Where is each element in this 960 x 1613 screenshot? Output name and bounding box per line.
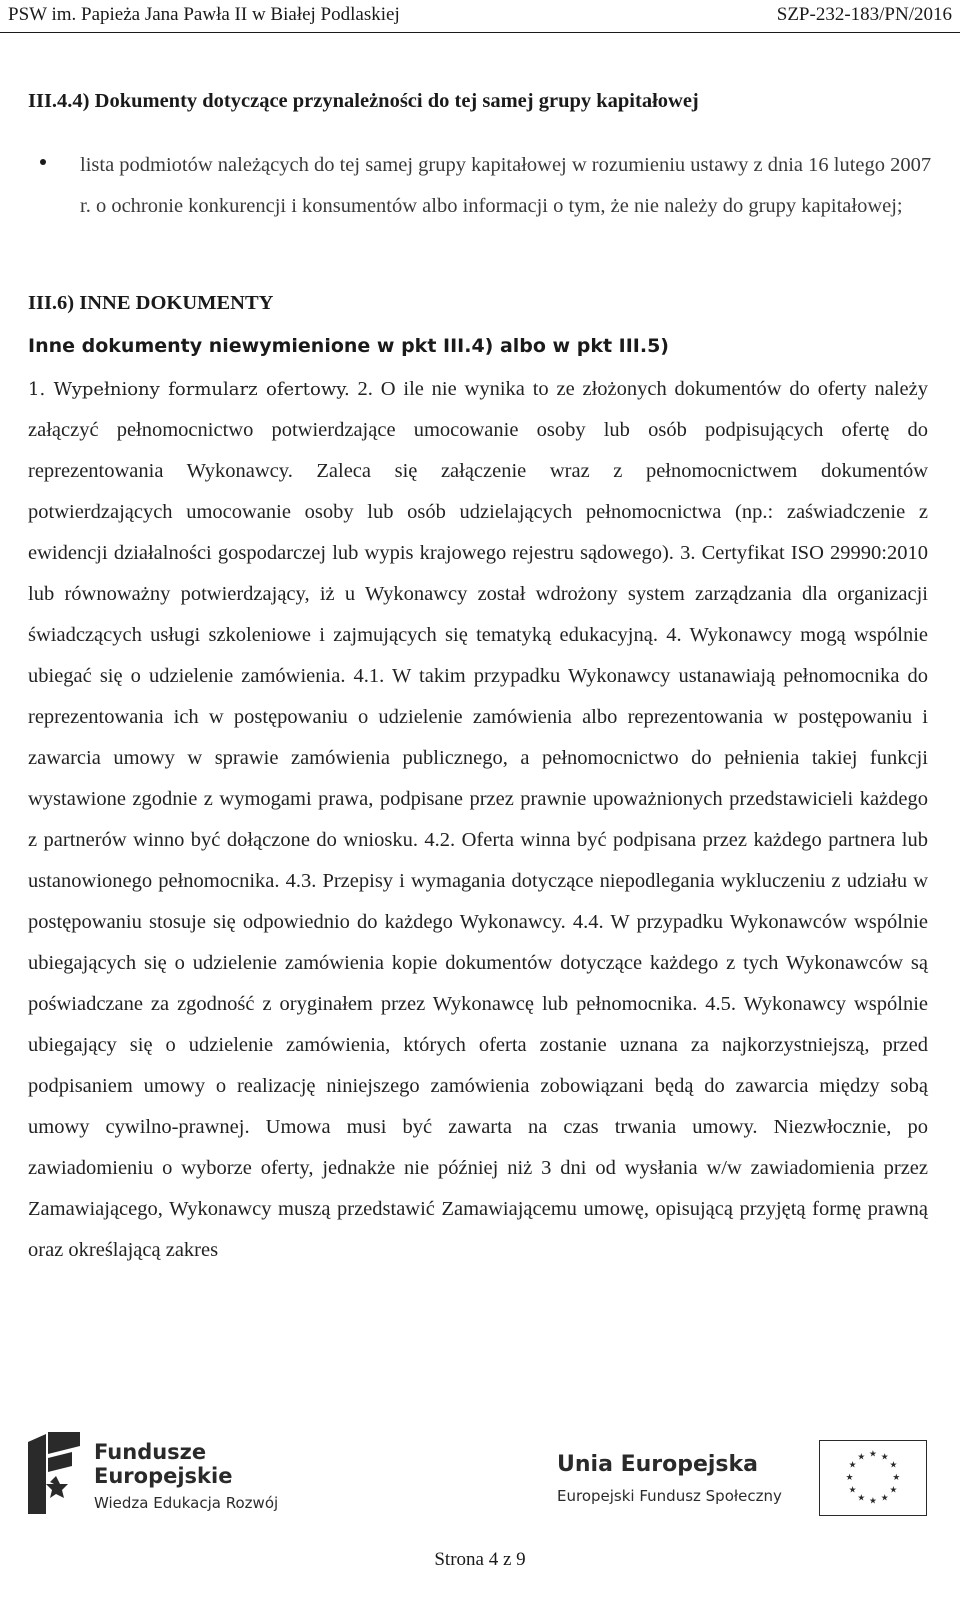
body-paragraph <box>28 369 928 1271</box>
svg-text:★: ★ <box>869 1496 877 1507</box>
fe-logo-line2: Europejskie <box>94 1464 233 1488</box>
body-continuation: 2. O ile nie wynika to ze złożonych dokumentów do oferty należy załączyć pełnomocnictwo potwierdzające umocowanie osoby lub osób podpisujących ofertę do reprezentowania Wykonawcy. Zaleca się załączenie wraz z pełnomocnictwem dokumentów potwierdzających umocowanie osoby lub osób udzielających pełnomocnictwa (np.: zaświadczenie z ewidencji działalności gospodarczej lub wypis krajowego rejestru sądowego). 3. Certyfikat ISO 29990:2010 lub równoważny potwierdzający, iż u Wykonawcy został wdrożony system zarządzania dla organizacji świadczących usługi szkoleniowe i zajmujących się tematyką edukacyjną. 4. Wykonawcy mogą wspólnie ubiegać się o udzielenie zamówienia. 4.1. W takim przypadku Wykonawcy ustanawiają pełnomocnika do reprezentowania ich w postępowaniu o udzielenie zamówienia albo reprezentowania w postępowaniu i zawarcia umowy w sprawie zamówienia publicznego, a pełnomocnictwo do pełnienia takiej funkcji wystawione zgodnie z wymogami prawa, podpisane przez prawnie upoważnionych przedstawicieli każdego z partnerów winno być dołączone do wniosku. 4.2. Oferta winna być podpisana przez każdego partnera lub ustanowionego pełnomocnika. 4.3. Przepisy i wymagania dotyczące niepodlegania wykluczeniu z udziału w postępowaniu stosuje się odpowiednio do każdego Wykonawcy. 4.4. W przypadku Wykonawców wspólnie ubiegających się o udzielenie zamówienia kopie dokumentów dotyczące każdego z tych Wykonawców są poświadczane za zgodność z oryginałem przez Wykonawcę lub pełnomocnika. 4.5. Wykonawcy wspólnie ubiegający się o udzielenie zamówienia, których oferta zostanie uznana za najkorzystniejszą, przed podpisaniem umowy o realizację niniejszego zamówienia zobowiązani będą do zawarcia między sobą umowy cywilno-prawnej. Umowa musi być zawarta na czas trwania umowy. Niezwłocznie, po zawiadomieniu o wyborze oferty, jednakże nie później niż 3 dni od wysłania w/w zawiadomienia przez Zamawiającego, Wykonawcy muszą przedstawić Zamawiającemu umowę, opisującą przyjętą formę prawną oraz określającą zakres <box>28 378 928 1261</box>
body-first-item: 1. Wypełniony formularz ofertowy. <box>28 379 350 400</box>
svg-text:★: ★ <box>869 1449 877 1460</box>
fundusze-europejskie-logo <box>28 1432 288 1522</box>
section-6-heading: III.6) INNE DOKUMENTY <box>28 292 274 314</box>
page-number: Strona 4 z 9 <box>434 1549 526 1570</box>
header-reference-number: SZP-232-183/PN/2016 <box>776 4 952 25</box>
svg-text:★: ★ <box>848 1485 857 1496</box>
page-header <box>0 0 960 40</box>
svg-text:★: ★ <box>848 1460 857 1471</box>
svg-text:★: ★ <box>845 1472 854 1483</box>
svg-text:★: ★ <box>889 1460 898 1471</box>
fe-logo-tagline: Wiedza Edukacja Rozwój <box>94 1494 279 1512</box>
svg-text:★: ★ <box>857 1493 866 1504</box>
header-institution: PSW im. Papieża Jana Pawła II w Białej Podlaskiej <box>8 4 400 25</box>
ue-logo-line1: Unia Europejska <box>557 1452 759 1477</box>
list-item: lista podmiotów należących do tej samej grupy kapitałowej w rozumieniu ustawy z dnia 16 lutego 2007 r. o ochronie konkurencji i konsumentów albo informacji o tym, że nie należy do grupy kapitałowej; <box>80 154 932 217</box>
ue-logo-line2: Europejski Fundusz Społeczny <box>557 1487 782 1505</box>
section-heading: III.4.4) Dokumenty dotyczące przynależności do tej samej grupy kapitałowej <box>28 90 699 112</box>
section-6-subheading: Inne dokumenty niewymienione w pkt III.4) albo w pkt III.5) <box>28 335 669 357</box>
svg-text:★: ★ <box>880 1493 889 1504</box>
svg-text:★: ★ <box>892 1472 901 1483</box>
header-divider <box>0 32 960 33</box>
svg-text:★: ★ <box>889 1485 898 1496</box>
unia-europejska-logo <box>557 1440 937 1530</box>
eu-flag-icon <box>819 1440 927 1516</box>
fe-logo-icon <box>28 1432 80 1516</box>
bullet-icon <box>40 159 46 165</box>
svg-text:★: ★ <box>880 1452 889 1463</box>
fe-logo-line1: Fundusze <box>94 1440 207 1464</box>
svg-text:★: ★ <box>857 1452 866 1463</box>
